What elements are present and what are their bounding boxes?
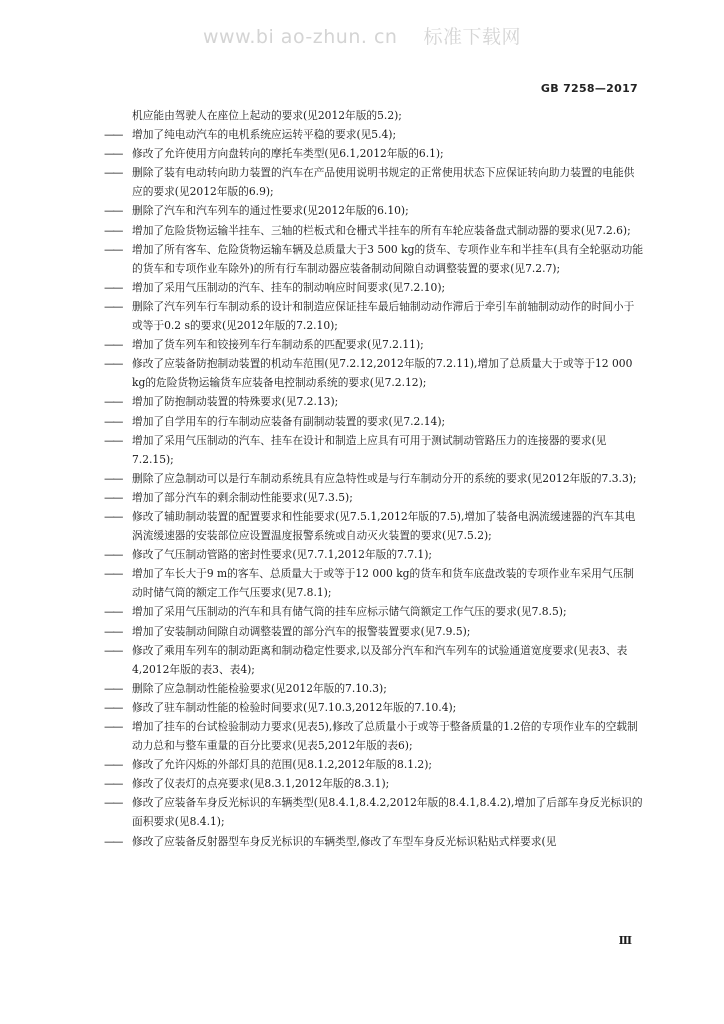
list-item-text: 增加了纯电动汽车的电机系统应运转平稳的要求(见5.4); — [132, 128, 397, 142]
list-item — [104, 641, 644, 679]
dash-marker: —— — [104, 166, 122, 180]
list-item-text: 修改了允许闪烁的外部灯具的范围(见8.1.2,2012年版的8.1.2); — [132, 758, 432, 772]
dash-marker: —— — [104, 128, 122, 142]
list-item — [104, 335, 644, 354]
list-item — [104, 622, 644, 641]
document-body — [104, 106, 644, 851]
list-item — [104, 698, 644, 717]
page-number: Ⅲ — [618, 934, 632, 947]
dash-marker: —— — [104, 204, 122, 218]
dash-marker: —— — [104, 605, 122, 619]
list-item — [104, 717, 644, 755]
list-item-text: 修改了应装备防抱制动装置的机动车范围(见7.2.12,2012年版的7.2.11),增加了总质量大于或等于12 000 kg的危险货物运输货车应装备电控制动系统的要求(见7.2.12); — [132, 357, 633, 390]
dash-marker: —— — [104, 509, 122, 523]
dash-marker: —— — [104, 242, 122, 256]
list-item-text: 删除了汽车和汽车列车的通过性要求(见2012年版的6.10); — [132, 204, 409, 218]
list-item — [104, 201, 644, 220]
list-item — [104, 221, 644, 240]
list-item-text: 删除了应急制动可以是行车制动系统具有应急特性或是与行车制动分开的系统的要求(见2012年版的7.3.3); — [132, 471, 637, 485]
dash-marker: —— — [104, 624, 122, 638]
list-item — [104, 793, 644, 831]
dash-marker: —— — [104, 720, 122, 733]
list-item-text: 修改了应装备反射器型车身反光标识的车辆类型,修改了车型车身反光标识粘贴式样要求(见 — [132, 834, 557, 848]
list-item — [104, 469, 644, 488]
dash-marker: —— — [104, 395, 122, 409]
list-item-text: 增加了车长大于9 m的客车、总质量大于或等于12 000 kg的货车和货车底盘改装的专项作业车采用气压制动时储气筒的额定工作气压要求(见7.8.1); — [132, 567, 634, 600]
list-item — [104, 278, 644, 297]
watermark-text: 标准下载网 — [423, 26, 521, 48]
list-item — [104, 507, 644, 545]
list-item-text: 增加了采用气压制动的汽车和具有储气筒的挂车应标示储气筒额定工作气压的要求(见7.8.5); — [132, 605, 567, 619]
list-item — [104, 392, 644, 411]
continuation-line: 机应能由驾驶人在座位上起动的要求(见2012年版的5.2); — [132, 109, 402, 122]
list-item-text: 修改了驻车制动性能的检验时间要求(见7.10.3,2012年版的7.10.4); — [132, 700, 457, 714]
list-item-text: 增加了自学用车的行车制动应装备有副制动装置的要求(见7.2.14); — [132, 414, 446, 428]
list-item-text: 修改了辅助制动装置的配置要求和性能要求(见7.5.1,2012年版的7.5),增加了装备电涡流缓速器的汽车其电涡流缓速器的安装部位应设置温度报警系统或自动灭火装置的要求(见7.5.2); — [132, 509, 636, 543]
list-item-text: 修改了气压制动管路的密封性要求(见7.7.1,2012年版的7.7.1); — [132, 548, 432, 562]
list-item — [104, 755, 644, 774]
list-item-text: 增加了挂车的台试检验制动力要求(见表5),修改了总质量小于或等于整备质量的1.2倍的专项作业车的空载制动力总和与整车重量的百分比要求(见表5,2012年版的表6); — [132, 720, 638, 753]
list-item — [104, 545, 644, 564]
dash-marker: —— — [104, 700, 122, 714]
list-item-text: 增加了采用气压制动的汽车、挂车在设计和制造上应具有可用于测试制动管路压力的连接器的要求(见7.2.15); — [132, 433, 607, 466]
list-item — [104, 144, 644, 163]
list-item-text: 增加了采用气压制动的汽车、挂车的制动响应时间要求(见7.2.10); — [132, 280, 446, 294]
list-item-text: 修改了应装备车身反光标识的车辆类型(见8.4.1,8.4.2,2012年版的8.4.1,8.4.2),增加了后部车身反光标识的面积要求(见8.4.1); — [132, 796, 643, 829]
watermark — [0, 22, 724, 49]
dash-marker: —— — [104, 147, 122, 161]
dash-marker: —— — [104, 338, 122, 352]
dash-marker: —— — [104, 681, 122, 695]
list-item — [104, 832, 644, 851]
dash-marker: —— — [104, 433, 122, 447]
list-item — [104, 412, 644, 431]
dash-marker: —— — [104, 357, 122, 371]
list-item — [104, 679, 644, 698]
dash-marker: —— — [104, 548, 122, 562]
watermark-url: www.bi ao-zhun. cn — [203, 26, 398, 48]
dash-marker: —— — [104, 414, 122, 428]
list-item-text: 删除了装有电动转向助力装置的汽车在产品使用说明书规定的正常使用状态下应保证转向助力装置的电能供应的要求(见2012年版的6.9); — [132, 166, 635, 199]
dash-marker: —— — [104, 223, 122, 237]
list-item — [104, 431, 644, 469]
list-item-text: 增加了危险货物运输半挂车、三轴的栏板式和仓栅式半挂车的所有车轮应装备盘式制动器的要求(见7.2.6); — [132, 223, 631, 237]
list-item-text: 增加了安装制动间隙自动调整装置的部分汽车的报警装置要求(见7.9.5); — [132, 624, 471, 638]
list-item — [104, 602, 644, 621]
list-item-text: 修改了仪表灯的点亮要求(见8.3.1,2012年版的8.3.1); — [132, 777, 390, 791]
dash-marker: —— — [104, 796, 122, 810]
list-item — [104, 163, 644, 201]
list-item — [104, 564, 644, 602]
list-item-text: 增加了所有客车、危险货物运输车辆及总质量大于3 500 kg的货车、专项作业车和半挂车(具有全轮驱动功能的货车和专项作业车除外)的所有行车制动器应装备制动间隙自动调整装置的要求(见7.2.7); — [132, 242, 644, 275]
list-item — [104, 125, 644, 144]
dash-marker: —— — [104, 758, 122, 772]
dash-marker: —— — [104, 777, 122, 791]
list-item-text: 增加了货车列车和铰接列车行车制动系的匹配要求(见7.2.11); — [132, 338, 424, 352]
dash-marker: —— — [104, 299, 122, 313]
list-item-text: 删除了汽车列车行车制动系的设计和制造应保证挂车最后轴制动动作滞后于牵引车前轴制动动作的时间小于或等于0.2 s的要求(见2012年版的7.2.10); — [132, 299, 635, 333]
list-item-text: 修改了允许使用方向盘转向的摩托车类型(见6.1,2012年版的6.1); — [132, 147, 444, 161]
standard-number: GB 7258—2017 — [540, 82, 638, 95]
list-item-text: 删除了应急制动性能检验要求(见2012年版的7.10.3); — [132, 681, 387, 695]
dash-marker: —— — [104, 567, 122, 581]
list-item — [104, 774, 644, 793]
list-item-text: 增加了部分汽车的剩余制动性能要求(见7.3.5); — [132, 490, 353, 504]
list-item-text: 增加了防抱制动装置的特殊要求(见7.2.13); — [132, 395, 339, 409]
dash-marker: —— — [104, 280, 122, 294]
dash-marker: —— — [104, 834, 122, 848]
dash-marker: —— — [104, 643, 122, 657]
list-item — [104, 297, 644, 335]
list-item — [104, 488, 644, 507]
list-item — [104, 354, 644, 392]
dash-marker: —— — [104, 490, 122, 504]
list-item — [104, 240, 644, 278]
change-list — [104, 125, 644, 851]
dash-marker: —— — [104, 471, 122, 485]
list-item-text: 修改了乘用车列车的制动距离和制动稳定性要求,以及部分汽车和汽车列车的试验通道宽度要求(见表3、表4,2012年版的表3、表4); — [132, 643, 628, 676]
